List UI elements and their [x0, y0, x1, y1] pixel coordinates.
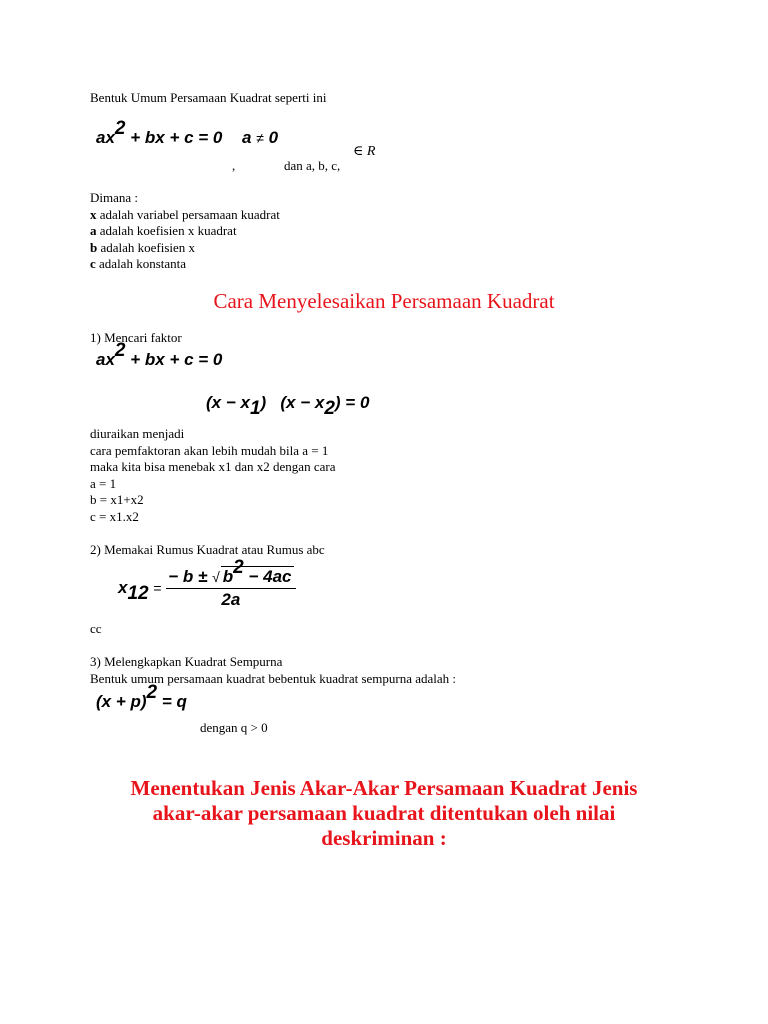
formula-ax: ax [96, 128, 115, 147]
method3-condition: dengan q > 0 [200, 720, 268, 735]
real-set-symbol: R [366, 144, 376, 159]
definition-text: adalah koefisien x kuadrat [99, 223, 237, 238]
element-of-symbol: ∈ [353, 144, 364, 159]
intro-title: Bentuk Umum Persamaan Kuadrat seperti ini [90, 90, 327, 105]
condition-formula [242, 128, 278, 148]
factor-one-subscript: 1 [249, 398, 261, 420]
formula-ax: ax [96, 350, 115, 369]
definition-item [90, 256, 186, 273]
formula-rest: + bx + c = 0 [130, 128, 223, 147]
definition-term: x [90, 206, 97, 222]
method1-line: cara pemfaktoran akan lebih mudah bila a = 1 [90, 442, 329, 458]
definition-text: adalah koefisien x [100, 239, 196, 255]
factored-formula [206, 393, 370, 420]
condition-op: ≠ [256, 130, 264, 146]
method1-line: b = x1+x2 [90, 492, 144, 507]
radicand-b: b [222, 567, 234, 586]
factor-two-subscript: 2 [324, 398, 335, 420]
definition-term: a [90, 223, 97, 238]
numerator-prefix: − b ± [168, 567, 208, 586]
definition-text: adalah variabel persamaan kuadrat [99, 206, 280, 222]
factor-two-close: ) = 0 [334, 393, 370, 412]
section-solve-heading: Cara Menyelesaikan Persamaan Kuadrat [213, 289, 555, 313]
method2-note: cc [90, 621, 102, 636]
method2-title: 2) Memakai Rumus Kuadrat atau Rumus abc [90, 542, 325, 557]
method1-line: maka kita bisa menebak x1 dan x2 dengan cara [90, 459, 336, 474]
definition-item [90, 223, 237, 240]
method1-line: diuraikan menjadi [90, 426, 185, 441]
radicand [221, 557, 294, 587]
definition-text: adalah konstanta [99, 256, 187, 271]
factor-one: (x − x [206, 393, 250, 412]
section-roots-heading: Menentukan Jenis Akar-Akar Persamaan Kuadrat Jenis akar-akar persamaan kuadrat ditentukan oleh nilai deskriminan : [130, 776, 638, 850]
formula-equals: = [153, 580, 162, 596]
formula-denominator: 2a [221, 590, 241, 609]
formula-x: x [118, 578, 128, 597]
factor-two: (x − x [280, 393, 325, 412]
definition-term: b [90, 239, 98, 255]
method1-title: 1) Mencari faktor [90, 330, 182, 345]
formula-rest: + bx + c = 0 [130, 350, 223, 369]
intro-members: dan a, b, c, [284, 158, 341, 173]
square-base: (x + p) [96, 692, 147, 711]
factor-one-close: ) [260, 393, 267, 412]
radicand-exponent: 2 [233, 557, 244, 579]
radicand-rest: − 4ac [248, 567, 292, 586]
general-form-formula [96, 118, 223, 148]
perfect-square-formula [96, 682, 187, 712]
formula-numerator [166, 557, 295, 589]
definition-item [90, 240, 195, 257]
definition-term: c [90, 256, 96, 271]
formula-x-subscript: 12 [127, 582, 149, 604]
quadratic-formula [118, 557, 296, 610]
element-of-real [353, 144, 375, 161]
condition-lhs: a [242, 128, 252, 147]
formula-exponent: 2 [114, 118, 126, 140]
formula-exponent: 2 [114, 340, 126, 362]
condition-rhs: 0 [268, 128, 279, 147]
square-rest: = q [161, 692, 187, 711]
square-exponent: 2 [146, 682, 158, 704]
definition-item [90, 207, 280, 224]
general-form-formula-repeat [96, 340, 223, 370]
method1-line: a = 1 [90, 475, 117, 491]
definitions-heading: Dimana : [90, 190, 139, 205]
method1-line: c = x1.x2 [90, 508, 139, 524]
method3-description: Bentuk umum persamaan kuadrat bebentuk kuadrat sempurna adalah : [90, 670, 457, 686]
sqrt-sign: √ [212, 569, 220, 585]
intro-comma: , [232, 158, 236, 173]
formula-fraction [166, 557, 295, 610]
method3-title: 3) Melengkapkan Kuadrat Sempurna [90, 654, 283, 669]
